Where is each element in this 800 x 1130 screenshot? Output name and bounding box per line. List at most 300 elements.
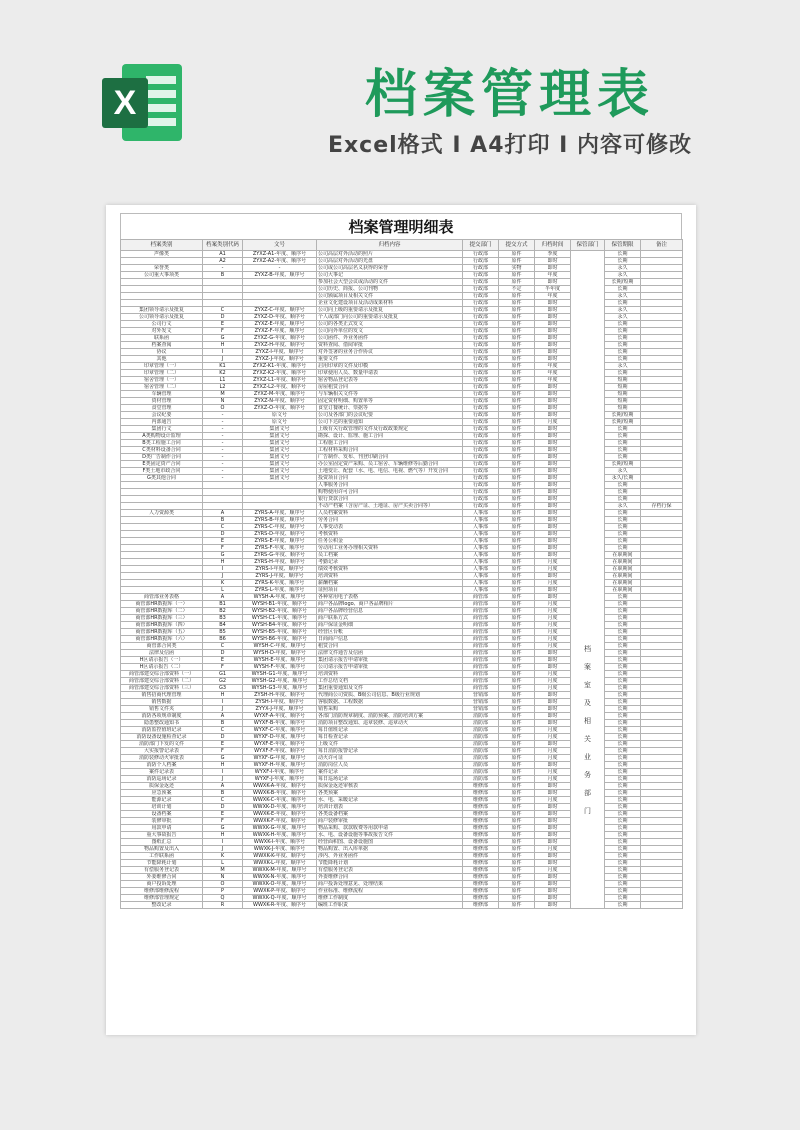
cell-content: 各类预案 xyxy=(317,790,463,797)
cell-docno: ZYRS-I-年度、顺序号 xyxy=(243,566,317,573)
cell-docno: WYXF-E-年度、顺序号 xyxy=(243,741,317,748)
cell-code: B3 xyxy=(203,615,243,622)
cell-term: 永久 xyxy=(605,314,641,321)
cell-content: 案件记录 xyxy=(317,769,463,776)
cell-time: 月度 xyxy=(535,867,571,874)
cell-category xyxy=(121,496,203,503)
col-header-note: 备注 xyxy=(641,240,683,251)
cell-content: 节能降耗计划 xyxy=(317,860,463,867)
cell-docno: ZYXZ-A2-年度、顺序号 xyxy=(243,258,317,265)
cell-method: 原件 xyxy=(499,839,535,846)
cell-term: 长期 xyxy=(605,342,641,349)
cell-dept: 营销部 xyxy=(463,706,499,713)
cell-time: 即时 xyxy=(535,790,571,797)
cell-time: 月度 xyxy=(535,671,571,678)
cell-note xyxy=(641,608,683,615)
cell-dept: 行政部 xyxy=(463,419,499,426)
cell-category xyxy=(121,538,203,545)
cell-dept: 消防部 xyxy=(463,755,499,762)
cell-dept: 行政部 xyxy=(463,349,499,356)
cell-note xyxy=(641,860,683,867)
cell-code: - xyxy=(203,475,243,482)
cell-term: 长期 xyxy=(605,636,641,643)
cell-term: 长期 xyxy=(605,286,641,293)
cell-content: 经营区台帐 xyxy=(317,629,463,636)
cell-category: 商管部HR数据库（三） xyxy=(121,615,203,622)
cell-dept: 行政部 xyxy=(463,321,499,328)
cell-note xyxy=(641,811,683,818)
cell-content: 劳动用工业务办理相关资料 xyxy=(317,545,463,552)
cell-code: D xyxy=(203,734,243,741)
cell-method: 原件 xyxy=(499,895,535,902)
cell-category xyxy=(121,524,203,531)
cell-method: 原件 xyxy=(499,874,535,881)
cell-time: 年度 xyxy=(535,293,571,300)
cell-method: 原件 xyxy=(499,300,535,307)
cell-category: 法律及信函 xyxy=(121,650,203,657)
cell-category: 协议 xyxy=(121,349,203,356)
cell-code: E xyxy=(203,657,243,664)
cell-category: 车辆管理 xyxy=(121,391,203,398)
cell-content: 企业文化建设项目及活动成果材料 xyxy=(317,300,463,307)
cell-dept: 商管部 xyxy=(463,650,499,657)
cell-docno: WWXK-I-年度、顺序号 xyxy=(243,839,317,846)
cell-docno: ZYRS-C-年度、顺序号 xyxy=(243,524,317,531)
cell-code: M xyxy=(203,391,243,398)
cell-note xyxy=(641,643,683,650)
cell-content: 经营面积图、设备设施图 xyxy=(317,839,463,846)
cell-dept: 行政部 xyxy=(463,461,499,468)
cell-content: 涉内、外业务函件 xyxy=(317,853,463,860)
cell-term: 长期 xyxy=(605,370,641,377)
cell-method: 原件 xyxy=(499,426,535,433)
cell-category: 维修部管理规定 xyxy=(121,895,203,902)
cell-category xyxy=(121,293,203,300)
cell-note xyxy=(641,356,683,363)
cell-method: 原件 xyxy=(499,853,535,860)
cell-category: 会议纪要 xyxy=(121,412,203,419)
cell-time: 即时 xyxy=(535,454,571,461)
cell-dept: 行政部 xyxy=(463,496,499,503)
cell-method: 原件 xyxy=(499,685,535,692)
cell-category: 设备档案 xyxy=(121,811,203,818)
cell-code: H xyxy=(203,692,243,699)
cell-content: 动火许可证 xyxy=(317,755,463,762)
cell-term: 长期 xyxy=(605,594,641,601)
cell-category: 公司领导请示及批复 xyxy=(121,314,203,321)
cell-dept: 行政部 xyxy=(463,482,499,489)
col-header-keeper: 保管部门 xyxy=(571,240,605,251)
cell-category: 商管部合同类 xyxy=(121,643,203,650)
cell-dept: 消防部 xyxy=(463,741,499,748)
cell-dept: 行政部 xyxy=(463,370,499,377)
col-header-term: 保管期限 xyxy=(605,240,641,251)
cell-dept: 维修部 xyxy=(463,811,499,818)
cell-time: 即时 xyxy=(535,426,571,433)
cell-dept: 维修部 xyxy=(463,846,499,853)
cell-time: 年度 xyxy=(535,272,571,279)
cell-content: 购物使用许可合同 xyxy=(317,489,463,496)
cell-docno: ZYXZ-I-年度、顺序号 xyxy=(243,349,317,356)
cell-category: 装修审批 xyxy=(121,818,203,825)
cell-category: 内部通告 xyxy=(121,419,203,426)
cell-docno xyxy=(243,496,317,503)
cell-dept: 行政部 xyxy=(463,440,499,447)
cell-content: 公司向外单位的发文 xyxy=(317,328,463,335)
cell-dept: 人事部 xyxy=(463,566,499,573)
cell-dept: 人事部 xyxy=(463,559,499,566)
cell-code: - xyxy=(203,412,243,419)
cell-dept: 维修部 xyxy=(463,825,499,832)
cell-method: 原件 xyxy=(499,608,535,615)
cell-term: 长期 xyxy=(605,874,641,881)
cell-method: 原件 xyxy=(499,741,535,748)
cell-category: 隐患整改通知书 xyxy=(121,720,203,727)
cell-time: 即时 xyxy=(535,839,571,846)
cell-category: E类固定资产合同 xyxy=(121,461,203,468)
cell-dept: 行政部 xyxy=(463,468,499,475)
cell-method: 原件 xyxy=(499,699,535,706)
cell-time: 即时 xyxy=(535,587,571,594)
cell-dept: 商管部 xyxy=(463,678,499,685)
cell-term: 长期 xyxy=(605,811,641,818)
cell-note xyxy=(641,783,683,790)
cell-code: B6 xyxy=(203,636,243,643)
cell-term: 在职期间 xyxy=(605,580,641,587)
cell-dept: 消防部 xyxy=(463,762,499,769)
cell-time: 即时 xyxy=(535,433,571,440)
cell-category: 商户投诉处理 xyxy=(121,881,203,888)
cell-docno xyxy=(243,503,317,510)
cell-term: 长期 xyxy=(605,881,641,888)
cell-time: 月度 xyxy=(535,643,571,650)
cell-category: H区请示报告（二） xyxy=(121,664,203,671)
cell-content: 工程材料采购合同 xyxy=(317,447,463,454)
cell-code: D xyxy=(203,531,243,538)
cell-note xyxy=(641,776,683,783)
cell-code: L xyxy=(203,587,243,594)
cell-time: 即时 xyxy=(535,706,571,713)
cell-note xyxy=(641,370,683,377)
cell-docno: WYXF-G-年度、顺序号 xyxy=(243,755,317,762)
cell-code: L1 xyxy=(203,377,243,384)
cell-docno: ZYXZ-E-年度、顺序号 xyxy=(243,321,317,328)
cell-category xyxy=(121,482,203,489)
cell-term: 长期 xyxy=(605,727,641,734)
cell-time: 即时 xyxy=(535,349,571,356)
cell-note xyxy=(641,671,683,678)
cell-time: 即时 xyxy=(535,342,571,349)
cell-category: 消防部门下发的文件 xyxy=(121,741,203,748)
cell-note xyxy=(641,657,683,664)
cell-note xyxy=(641,279,683,286)
cell-note: 存档行保 xyxy=(641,503,683,510)
cell-code: - xyxy=(203,419,243,426)
cell-method: 原件 xyxy=(499,405,535,412)
cell-docno: 集团文号 xyxy=(243,447,317,454)
cell-time: 即时 xyxy=(535,412,571,419)
cell-time: 即时 xyxy=(535,531,571,538)
cell-category: 食堂管理 xyxy=(121,405,203,412)
cell-dept: 商管部 xyxy=(463,657,499,664)
cell-term: 长期 xyxy=(605,496,641,503)
cell-content: 勘探、设计、监理、施工合同 xyxy=(317,433,463,440)
cell-docno: ZYSH-H-年度、顺序号 xyxy=(243,692,317,699)
cell-dept: 商管部 xyxy=(463,685,499,692)
cell-code: E xyxy=(203,741,243,748)
cell-method: 原件 xyxy=(499,881,535,888)
cell-term: 长期 xyxy=(605,629,641,636)
cell-code: - xyxy=(203,468,243,475)
page-subtitle: Excel格式 I A4打印 I 内容可修改 xyxy=(327,133,693,158)
cell-category xyxy=(121,580,203,587)
cell-docno: ZYXZ-M-年度、顺序号 xyxy=(243,391,317,398)
cell-category: 荣誉类 xyxy=(121,265,203,272)
cell-content: 集团重要通知及文件 xyxy=(317,685,463,692)
cell-method: 原件 xyxy=(499,769,535,776)
cell-note xyxy=(641,874,683,881)
cell-dept: 人事部 xyxy=(463,531,499,538)
cell-method: 原件 xyxy=(499,356,535,363)
cell-method: 原件 xyxy=(499,832,535,839)
cell-method: 原件 xyxy=(499,517,535,524)
cell-content: 各类设备档案 xyxy=(317,811,463,818)
cell-note xyxy=(641,461,683,468)
cell-term: 长期 xyxy=(605,300,641,307)
cell-category xyxy=(121,573,203,580)
cell-content: 代理商公司资质、B级公司信息、B级行业规划 xyxy=(317,692,463,699)
cell-note xyxy=(641,902,683,909)
cell-term: 长期 xyxy=(605,685,641,692)
cell-content: 人事服务合同 xyxy=(317,482,463,489)
cell-dept: 行政部 xyxy=(463,398,499,405)
cell-note xyxy=(641,818,683,825)
cell-docno: 集团文号 xyxy=(243,426,317,433)
cell-time: 即时 xyxy=(535,699,571,706)
cell-dept: 商管部 xyxy=(463,622,499,629)
cell-content: 与车辆相关文件等 xyxy=(317,391,463,398)
cell-note xyxy=(641,622,683,629)
cell-term: 长期 xyxy=(605,839,641,846)
cell-content: 上级文件 xyxy=(317,741,463,748)
cell-dept: 行政部 xyxy=(463,335,499,342)
cell-dept: 人事部 xyxy=(463,538,499,545)
cell-code: R xyxy=(203,902,243,909)
cell-code: A1 xyxy=(203,251,243,258)
cell-dept: 商管部 xyxy=(463,615,499,622)
cell-note xyxy=(641,447,683,454)
cell-time: 即时 xyxy=(535,461,571,468)
cell-dept: 维修部 xyxy=(463,881,499,888)
cell-category: 商管部建交综合部资料（二） xyxy=(121,678,203,685)
cell-term: 长期 xyxy=(605,825,641,832)
cell-note xyxy=(641,832,683,839)
cell-code xyxy=(203,489,243,496)
cell-note xyxy=(641,853,683,860)
cell-code: J xyxy=(203,356,243,363)
cell-note xyxy=(641,580,683,587)
cell-dept: 商管部 xyxy=(463,636,499,643)
cell-code: G3 xyxy=(203,685,243,692)
cell-dept: 行政部 xyxy=(463,251,499,258)
cell-term: 长期 xyxy=(605,426,641,433)
cell-method: 原件 xyxy=(499,867,535,874)
cell-content: 每日消防报警记录 xyxy=(317,748,463,755)
cell-content: 物品采购、款款收费等用款申请 xyxy=(317,825,463,832)
cell-docno: ZYRS-B-年度、顺序号 xyxy=(243,517,317,524)
cell-time: 月度 xyxy=(535,580,571,587)
cell-term: 长期 xyxy=(605,888,641,895)
cell-category: 档案查阅 xyxy=(121,342,203,349)
cell-code: E xyxy=(203,538,243,545)
cell-time: 即时 xyxy=(535,818,571,825)
cell-docno: WWXK-A-年度、顺序号 xyxy=(243,783,317,790)
cell-category: 印章管理（二） xyxy=(121,370,203,377)
cell-note xyxy=(641,321,683,328)
cell-docno: ZYXZ-C-年度、顺序号 xyxy=(243,307,317,314)
cell-method: 原件 xyxy=(499,727,535,734)
cell-docno: ZYXZ-K1-年度、顺序号 xyxy=(243,363,317,370)
cell-term: 长期 xyxy=(605,517,641,524)
cell-code: A xyxy=(203,713,243,720)
cell-note xyxy=(641,692,683,699)
cell-method: 原件 xyxy=(499,531,535,538)
cell-time: 月度 xyxy=(535,755,571,762)
cell-time: 月度 xyxy=(535,608,571,615)
cell-note xyxy=(641,867,683,874)
cell-term: 在职期间 xyxy=(605,587,641,594)
cell-dept: 行政部 xyxy=(463,314,499,321)
cell-docno: 集团文号 xyxy=(243,461,317,468)
cell-dept: 行政部 xyxy=(463,356,499,363)
cell-method: 原件 xyxy=(499,811,535,818)
cell-category: 宿舍管理（一） xyxy=(121,377,203,384)
cell-code: - xyxy=(203,440,243,447)
cell-code: - xyxy=(203,447,243,454)
cell-code: B xyxy=(203,790,243,797)
cell-docno: ZYXZ-J-年度、顺序号 xyxy=(243,356,317,363)
cell-code: O xyxy=(203,881,243,888)
cell-method: 原件 xyxy=(499,902,535,909)
cell-method: 原件 xyxy=(499,720,535,727)
cell-docno: WYSH-G3-年度、顺序号 xyxy=(243,685,317,692)
cell-content: 编班工作职责 xyxy=(317,902,463,909)
cell-docno xyxy=(243,300,317,307)
cell-method: 原件 xyxy=(499,398,535,405)
cell-dept: 行政部 xyxy=(463,258,499,265)
cell-term: 永久 xyxy=(605,363,641,370)
cell-code: A xyxy=(203,594,243,601)
cell-note xyxy=(641,258,683,265)
cell-term: 长期 xyxy=(605,671,641,678)
cell-code: J xyxy=(203,776,243,783)
cell-term: 永久 xyxy=(605,468,641,475)
cell-term: 长期 xyxy=(605,433,641,440)
cell-time: 月度 xyxy=(535,797,571,804)
cell-dept: 行政部 xyxy=(463,307,499,314)
cell-category: 商管部HR数据库（六） xyxy=(121,636,203,643)
cell-content: 集团请示报告申请审批 xyxy=(317,657,463,664)
cell-docno: ZYXZ-A1-年度、顺序号 xyxy=(243,251,317,258)
cell-time: 季度 xyxy=(535,251,571,258)
cell-docno: WYSH-B6-年度、顺序号 xyxy=(243,636,317,643)
cell-code: G xyxy=(203,552,243,559)
cell-content: 外委维修合同 xyxy=(317,874,463,881)
cell-time: 即时 xyxy=(535,314,571,321)
cell-term: 长期 xyxy=(605,769,641,776)
cell-docno: WYXF-A-年度、顺序号 xyxy=(243,713,317,720)
cell-code: N xyxy=(203,398,243,405)
cell-content: 固定资材明细、购置单等 xyxy=(317,398,463,405)
cell-time: 即时 xyxy=(535,482,571,489)
cell-docno: ZYXZ-K2-年度、顺序号 xyxy=(243,370,317,377)
cell-note xyxy=(641,664,683,671)
cell-code: F xyxy=(203,748,243,755)
cell-time: 即时 xyxy=(535,895,571,902)
cell-category: 能源记录 xyxy=(121,797,203,804)
cell-time: 即时 xyxy=(535,888,571,895)
cell-note xyxy=(641,454,683,461)
cell-docno: WYXF-F-年度、顺序号 xyxy=(243,748,317,755)
cell-method: 原件 xyxy=(499,293,535,300)
cell-note xyxy=(641,335,683,342)
cell-method: 原件 xyxy=(499,433,535,440)
cell-term: 永久 xyxy=(605,265,641,272)
cell-dept: 行政部 xyxy=(463,279,499,286)
cell-docno: WWXK-J-年度、顺序号 xyxy=(243,846,317,853)
cell-code xyxy=(203,496,243,503)
cell-time: 月度 xyxy=(535,636,571,643)
cell-content: 消防岗位人员 xyxy=(317,762,463,769)
cell-code: L xyxy=(203,860,243,867)
cell-code: G xyxy=(203,755,243,762)
cell-term: 长期 xyxy=(605,902,641,909)
cell-code: F xyxy=(203,328,243,335)
cell-category: 印章管理（一） xyxy=(121,363,203,370)
cell-content: 资料查阅、借阅审批 xyxy=(317,342,463,349)
cell-time: 即时 xyxy=(535,391,571,398)
cell-dept: 维修部 xyxy=(463,888,499,895)
cell-term: 长期 xyxy=(605,622,641,629)
cell-method: 原件 xyxy=(499,461,535,468)
cell-content: 商户装修审批 xyxy=(317,818,463,825)
cell-note xyxy=(641,391,683,398)
cell-category: 维修部维修流程 xyxy=(121,888,203,895)
cell-time: 月度 xyxy=(535,601,571,608)
cell-docno: 原文号 xyxy=(243,419,317,426)
cell-term: 长期 xyxy=(605,818,641,825)
cell-code: K1 xyxy=(203,363,243,370)
cell-time: 即时 xyxy=(535,692,571,699)
cell-content: 证照项目 xyxy=(317,587,463,594)
cell-term: 永久/长期 xyxy=(605,475,641,482)
cell-time: 即时 xyxy=(535,475,571,482)
cell-code: D xyxy=(203,804,243,811)
cell-term: 长期 xyxy=(605,713,641,720)
cell-note xyxy=(641,377,683,384)
col-header-category: 档案类别 xyxy=(121,240,203,251)
cell-category: 销售文件夹 xyxy=(121,706,203,713)
cell-time: 即时 xyxy=(535,552,571,559)
cell-term: 长期 xyxy=(605,489,641,496)
cell-method: 原件 xyxy=(499,748,535,755)
cell-content: 公司或公司高层名义获得的荣誉 xyxy=(317,265,463,272)
cell-term: 长期 xyxy=(605,545,641,552)
cell-method: 实物 xyxy=(499,265,535,272)
cell-code: C xyxy=(203,643,243,650)
cell-dept: 行政部 xyxy=(463,265,499,272)
cell-dept: 行政部 xyxy=(463,503,499,510)
